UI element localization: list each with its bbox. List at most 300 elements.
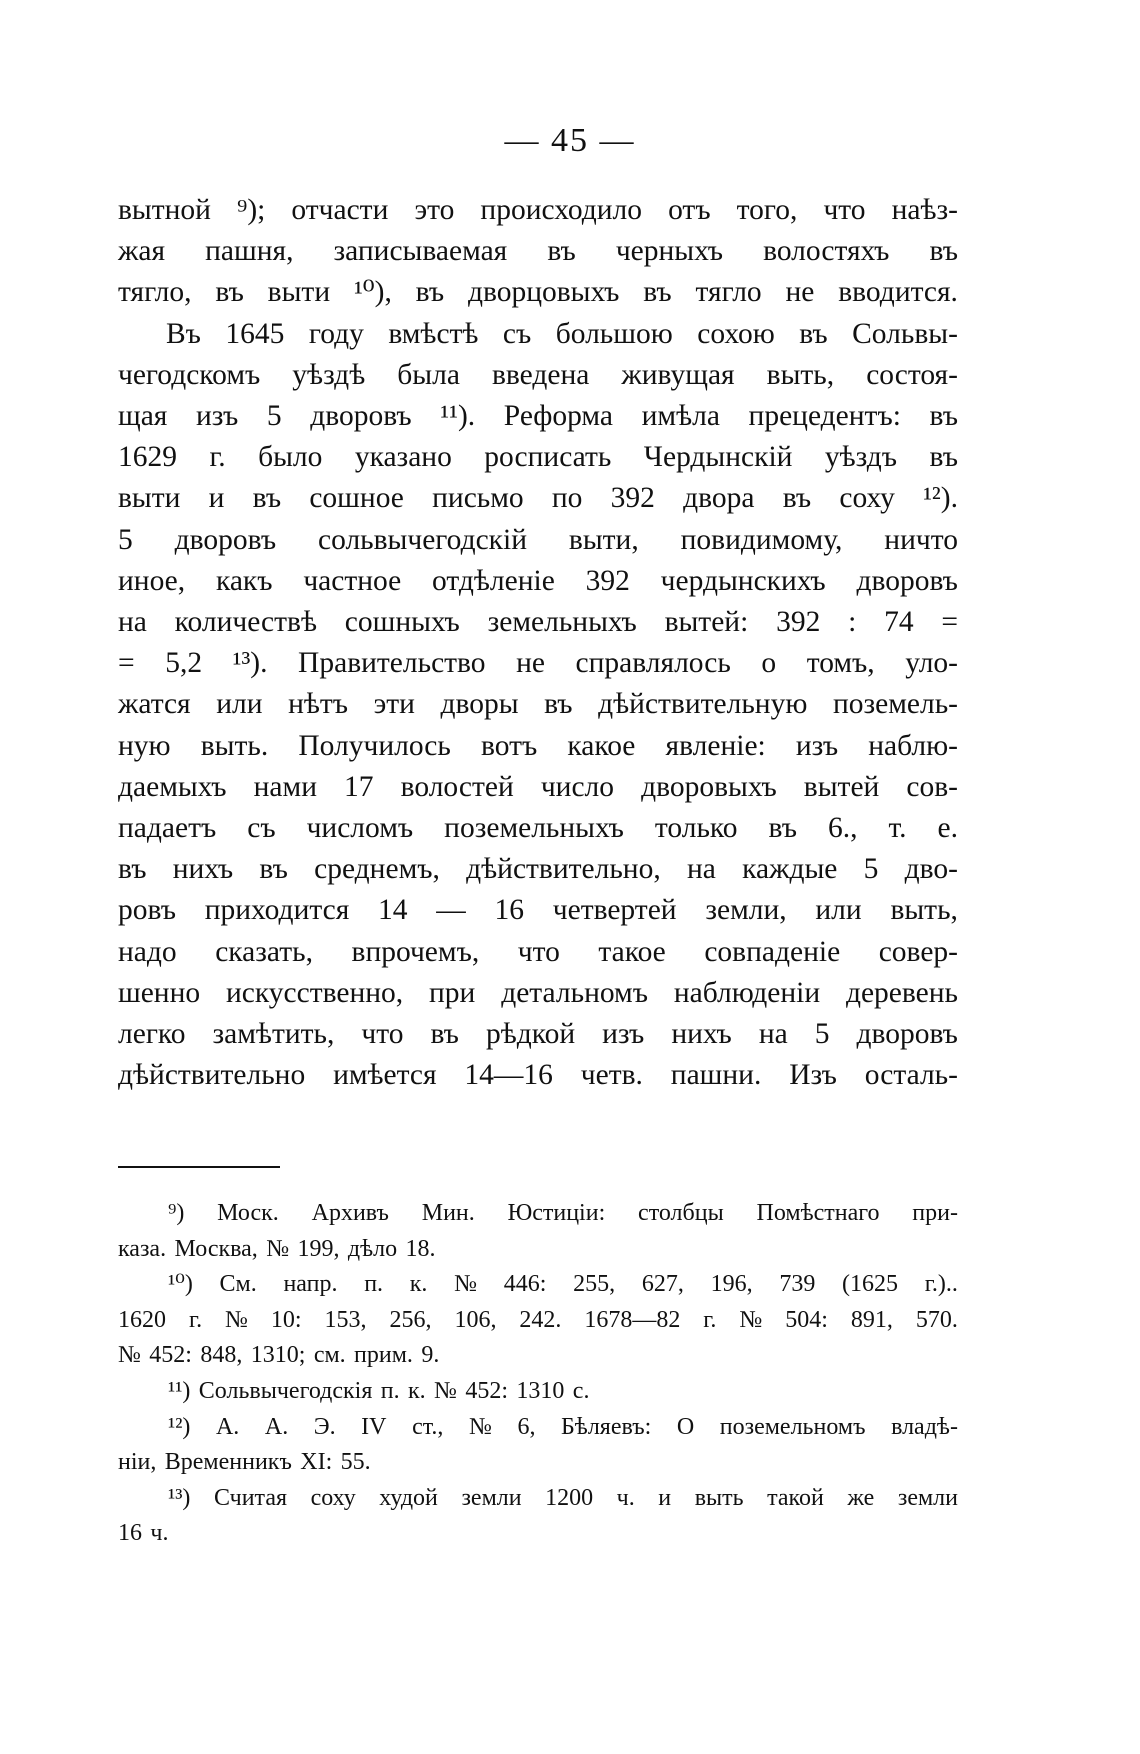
text-line: [118, 437, 958, 478]
word: было: [258, 441, 323, 474]
word: 5,2: [165, 647, 203, 680]
word: въ: [768, 812, 797, 845]
word: 199,: [297, 1235, 340, 1262]
word: въ: [259, 853, 288, 886]
word: XI:: [300, 1449, 333, 1476]
footnote-line: [118, 1303, 958, 1339]
word: 196,: [710, 1271, 753, 1298]
word: на: [686, 853, 716, 886]
word: ст.,: [412, 1413, 444, 1440]
word: 55.: [340, 1449, 371, 1476]
text-line: [118, 684, 958, 725]
word: падаетъ: [118, 812, 217, 845]
word: к.: [409, 1271, 428, 1298]
word: ⁹): [168, 1200, 185, 1226]
word: детальномъ: [501, 976, 648, 1009]
word: 570.: [915, 1306, 958, 1333]
word: 891,: [850, 1306, 893, 1333]
footnote-line: [118, 1196, 958, 1232]
word: количествѣ: [174, 606, 317, 639]
word: явленіе:: [665, 729, 766, 762]
word: №: [739, 1306, 763, 1333]
word: отъ: [668, 194, 711, 226]
word: совпаденіе: [704, 935, 841, 968]
word: Э.: [313, 1413, 336, 1440]
word: году: [308, 317, 364, 350]
word: земли,: [705, 894, 787, 927]
word: дворцовыхъ: [467, 276, 620, 309]
word: черныхъ: [615, 235, 724, 268]
footnote-line: [118, 1232, 958, 1268]
word: худой: [379, 1484, 438, 1511]
word: надо: [118, 935, 177, 968]
word: какъ: [215, 564, 273, 597]
text-line: [118, 932, 958, 973]
word: наблю-: [868, 729, 958, 762]
word: е.: [937, 812, 958, 845]
word: нихъ: [671, 1018, 732, 1051]
word: выти,: [568, 523, 639, 556]
word: земли: [461, 1484, 522, 1511]
word: Временникъ: [164, 1449, 292, 1476]
word: нами: [253, 770, 317, 803]
word: только: [654, 812, 738, 845]
word: 392: [585, 564, 630, 597]
text-line: [118, 478, 958, 519]
word: вводится.: [838, 276, 958, 309]
footnote-line: [118, 1267, 958, 1303]
word: при-: [912, 1200, 958, 1226]
word: жатся: [118, 688, 191, 721]
word: ¹³).: [232, 647, 268, 680]
word: чегодскомъ: [118, 358, 261, 391]
text-line: [118, 272, 958, 313]
word: г.: [703, 1306, 717, 1333]
text-line: [118, 849, 958, 890]
text-line: [118, 561, 958, 602]
word: указано: [354, 441, 452, 474]
word: каза.: [118, 1235, 167, 1262]
word: IV: [361, 1413, 387, 1440]
word: ніи,: [118, 1449, 157, 1476]
word: числомъ: [306, 812, 414, 845]
word: при: [429, 976, 476, 1009]
word: дворовъ: [310, 400, 412, 433]
word: дворовъ: [174, 523, 277, 556]
footnotes: [118, 1196, 958, 1552]
text-line: [118, 890, 958, 931]
word: 1310: [516, 1377, 565, 1404]
word: Считая: [213, 1484, 288, 1511]
word: ¹³): [168, 1484, 191, 1511]
word: А.: [264, 1413, 289, 1440]
word: Архивъ: [311, 1200, 389, 1226]
word: ровъ: [118, 894, 176, 927]
word: №: [434, 1377, 457, 1404]
word: справлялось: [575, 647, 731, 680]
word: земли: [897, 1484, 958, 1511]
footnote-rule: [118, 1166, 280, 1168]
word: рѣдкой: [485, 1018, 576, 1051]
word: и: [658, 1484, 672, 1511]
word: Мин.: [421, 1200, 475, 1226]
word: 739: [779, 1271, 816, 1298]
word: въ: [643, 276, 672, 309]
word: отдѣленіе: [432, 564, 555, 597]
word: дворовъ: [856, 1018, 958, 1051]
word: имѣла: [641, 400, 720, 433]
word: 106,: [454, 1306, 497, 1333]
word: изъ: [602, 1018, 645, 1051]
word: происходило: [480, 194, 642, 226]
word: въ: [782, 482, 812, 515]
word: или: [216, 688, 263, 721]
word: поземельныхъ: [444, 812, 624, 845]
text-line: [118, 973, 958, 1014]
word: имѣется: [333, 1059, 437, 1092]
word: выти: [118, 482, 181, 515]
word: :: [848, 606, 857, 639]
word: съ: [502, 317, 532, 350]
word: вотъ: [481, 729, 538, 762]
word: 1629: [118, 441, 177, 474]
word: что: [517, 935, 560, 968]
word: такой: [767, 1484, 824, 1511]
word: 256,: [389, 1306, 432, 1333]
word: поземель-: [832, 688, 958, 721]
word: впрочемъ,: [351, 935, 480, 968]
word: 17: [344, 770, 374, 803]
word: Помѣстнаго: [756, 1200, 880, 1226]
word: Сольвычегодскія: [198, 1377, 373, 1404]
word: изъ: [795, 729, 839, 762]
word: большою: [555, 317, 673, 350]
word: томъ,: [806, 647, 875, 680]
page-number: — 45 —: [504, 122, 636, 159]
word: вмѣстѣ: [388, 317, 479, 350]
word: 848,: [200, 1342, 243, 1369]
word: въ: [929, 441, 958, 474]
word: наблюденіи: [673, 976, 821, 1009]
word: 14: [378, 894, 408, 927]
text-line: [118, 231, 958, 272]
word: 5: [118, 523, 133, 556]
word: легко: [118, 1018, 186, 1051]
word: 10:: [270, 1306, 302, 1333]
word: ¹²).: [923, 482, 958, 515]
word: чердынскихъ: [660, 564, 826, 597]
word: дѣло: [347, 1235, 398, 1262]
text-line: [118, 520, 958, 561]
word: т.: [888, 812, 907, 845]
word: См.: [219, 1271, 257, 1298]
word: сохою: [697, 317, 775, 350]
word: съ: [247, 812, 276, 845]
word: 242.: [519, 1306, 562, 1333]
word: 16: [118, 1520, 142, 1547]
footnote-line: [118, 1481, 958, 1517]
word: о: [761, 647, 777, 680]
word: сказать,: [215, 935, 313, 968]
word: прим.: [354, 1342, 413, 1369]
word: г.)..: [924, 1271, 958, 1298]
word: 153,: [324, 1306, 367, 1333]
word: въ: [544, 688, 573, 721]
word: ную: [118, 729, 171, 762]
word: по: [551, 482, 583, 515]
word: Сольвы-: [852, 317, 958, 350]
word: п.: [364, 1271, 384, 1298]
text-line: [118, 190, 958, 231]
word: г.: [209, 441, 226, 474]
word: ¹¹).: [440, 400, 476, 433]
text-line: [118, 1055, 958, 1096]
word: №: [118, 1342, 141, 1369]
text-line: [118, 643, 958, 684]
word: что: [361, 1018, 404, 1051]
word: искусственно,: [225, 976, 404, 1009]
word: Правительство: [298, 647, 486, 680]
word: или: [815, 894, 862, 927]
main-text: [118, 190, 958, 1096]
word: деревень: [845, 976, 958, 1009]
word: А.: [215, 1413, 240, 1440]
word: изъ: [196, 400, 239, 433]
word: вытной: [118, 194, 211, 226]
footnote-line: [118, 1516, 958, 1552]
word: поземельномъ: [719, 1413, 866, 1440]
word: была: [397, 358, 460, 391]
text-line: [118, 602, 958, 643]
word: 6,: [517, 1413, 536, 1440]
text-line: [118, 396, 958, 437]
word: 1620: [118, 1306, 166, 1333]
word: въ: [799, 317, 828, 350]
word: въ: [547, 235, 576, 268]
word: пашни.: [670, 1059, 762, 1092]
word: росписать: [484, 441, 612, 474]
word: письмо: [432, 482, 524, 515]
word: дворовыхъ: [641, 770, 777, 803]
footnote-line: [118, 1374, 958, 1410]
word: иное,: [118, 564, 186, 597]
word: 18.: [405, 1235, 436, 1262]
word: замѣтить,: [212, 1018, 335, 1051]
word: живущая: [621, 358, 735, 391]
word: Изъ: [789, 1059, 837, 1092]
word: Юстиціи:: [507, 1200, 606, 1226]
word: Моск.: [217, 1200, 279, 1226]
word: жая: [118, 235, 166, 268]
footnote-line: [118, 1445, 958, 1481]
word: такое: [598, 935, 666, 968]
word: соху: [839, 482, 895, 515]
word: дво-: [904, 853, 958, 886]
word: шенно: [118, 976, 201, 1009]
word: нихъ: [172, 853, 234, 886]
word: соху: [310, 1484, 356, 1511]
word: Получилось: [298, 729, 451, 762]
text-line: [118, 726, 958, 767]
word: нѣтъ: [288, 688, 349, 721]
word: (1625: [842, 1271, 899, 1298]
word: ничто: [884, 523, 958, 556]
word: земельныхъ: [487, 606, 637, 639]
word: 392: [776, 606, 821, 639]
word: приходится: [204, 894, 350, 927]
word: на: [118, 606, 147, 639]
word: тягло,: [118, 276, 192, 309]
word: что: [823, 194, 866, 226]
word: столбцы: [638, 1200, 724, 1226]
word: 1678—82: [584, 1306, 681, 1333]
word: того,: [736, 194, 798, 226]
word: въ: [430, 1018, 459, 1051]
word: дворы: [440, 688, 519, 721]
word: №: [468, 1413, 492, 1440]
word: отчасти: [291, 194, 389, 226]
word: выть: [694, 1484, 744, 1511]
word: дѣйствительную: [598, 688, 808, 721]
word: выть,: [890, 894, 958, 927]
word: ч.: [150, 1520, 169, 1547]
word: сольвычегодскій: [318, 523, 527, 556]
word: 5: [814, 1018, 830, 1051]
footnote-line: [118, 1410, 958, 1446]
text-line: [118, 808, 958, 849]
word: же: [847, 1484, 875, 1511]
word: Чердынскій: [643, 441, 793, 474]
word: =: [941, 606, 958, 639]
word: какое: [567, 729, 636, 762]
word: 5: [863, 853, 879, 886]
word: въ: [252, 482, 282, 515]
word: въ: [929, 400, 958, 433]
word: прецедентъ:: [748, 400, 901, 433]
word: ¹¹): [168, 1377, 191, 1404]
word: сов-: [906, 770, 958, 803]
word: 504:: [785, 1306, 828, 1333]
word: Бѣляевъ:: [561, 1413, 652, 1440]
word: введена: [491, 358, 590, 391]
word: ч.: [616, 1484, 635, 1511]
word: записываемая: [333, 235, 508, 268]
word: вытей: [803, 770, 880, 803]
word: повидимому,: [680, 523, 843, 556]
word: =: [118, 647, 135, 680]
word: 392: [610, 482, 655, 515]
word: въ: [118, 853, 147, 886]
word: пашня,: [205, 235, 294, 268]
word: тягло: [695, 276, 762, 309]
word: состоя-: [866, 358, 958, 391]
word: 9.: [421, 1342, 440, 1369]
word: наѣз-: [891, 194, 958, 226]
text-line: [118, 314, 958, 355]
word: въ: [415, 276, 445, 309]
word: 74: [884, 606, 914, 639]
word: эти: [373, 688, 415, 721]
word: 452:: [465, 1377, 509, 1404]
text-line: [118, 767, 958, 808]
word: 1200: [545, 1484, 594, 1511]
word: 446:: [503, 1271, 547, 1298]
word: г.: [188, 1306, 203, 1333]
word: совер-: [878, 935, 958, 968]
word: сошныхъ: [344, 606, 460, 639]
word: уло-: [905, 647, 958, 680]
word: владѣ-: [891, 1413, 958, 1440]
word: п.: [380, 1377, 400, 1404]
word: с.: [572, 1377, 590, 1404]
word: вытей:: [664, 606, 749, 639]
word: ¹⁰),: [353, 276, 392, 309]
word: щая: [118, 400, 168, 433]
word: Въ: [166, 317, 201, 350]
word: Москва,: [174, 1235, 258, 1262]
word: выти: [267, 276, 331, 309]
word: —: [436, 894, 466, 927]
word: выть,: [766, 358, 835, 391]
word: 255,: [573, 1271, 616, 1298]
word: О: [676, 1413, 695, 1440]
word: №: [266, 1235, 290, 1262]
word: №: [454, 1271, 478, 1298]
word: ⁹);: [237, 194, 266, 226]
word: не: [516, 647, 545, 680]
word: см.: [313, 1342, 346, 1369]
word: 1645: [225, 317, 285, 350]
word: уѣздѣ: [292, 358, 366, 391]
word: каждые: [742, 853, 838, 886]
word: Реформа: [503, 400, 613, 433]
word: и: [208, 482, 225, 515]
word: волостей: [400, 770, 514, 803]
word: 6.,: [827, 812, 858, 845]
word: дѣйствительно: [118, 1059, 306, 1092]
word: не: [785, 276, 815, 309]
word: это: [414, 194, 455, 226]
word: волостяхъ: [763, 235, 890, 268]
word: въ: [929, 235, 958, 268]
word: среднемъ,: [314, 853, 440, 886]
word: 16: [494, 894, 525, 927]
word: четвертей: [552, 894, 677, 927]
word: осталь-: [864, 1059, 958, 1092]
word: 452:: [149, 1342, 192, 1369]
word: четв.: [580, 1059, 643, 1092]
footnote-line: [118, 1338, 958, 1374]
word: напр.: [283, 1271, 338, 1298]
word: 5: [266, 400, 282, 433]
word: №: [225, 1306, 248, 1333]
word: к.: [407, 1377, 426, 1404]
text-line: [118, 1014, 958, 1055]
text-line: [118, 355, 958, 396]
word: дворовъ: [856, 564, 958, 597]
word: частное: [303, 564, 402, 597]
word: на: [758, 1018, 788, 1051]
word: двора: [683, 482, 755, 515]
word: дѣйствительно,: [466, 853, 661, 886]
word: въ: [215, 276, 244, 309]
word: 627,: [641, 1271, 684, 1298]
word: выть.: [200, 729, 269, 762]
word: 1310;: [250, 1342, 306, 1369]
word: даемыхъ: [118, 770, 227, 803]
word: уѣздъ: [824, 441, 898, 474]
word: сошное: [309, 482, 404, 515]
